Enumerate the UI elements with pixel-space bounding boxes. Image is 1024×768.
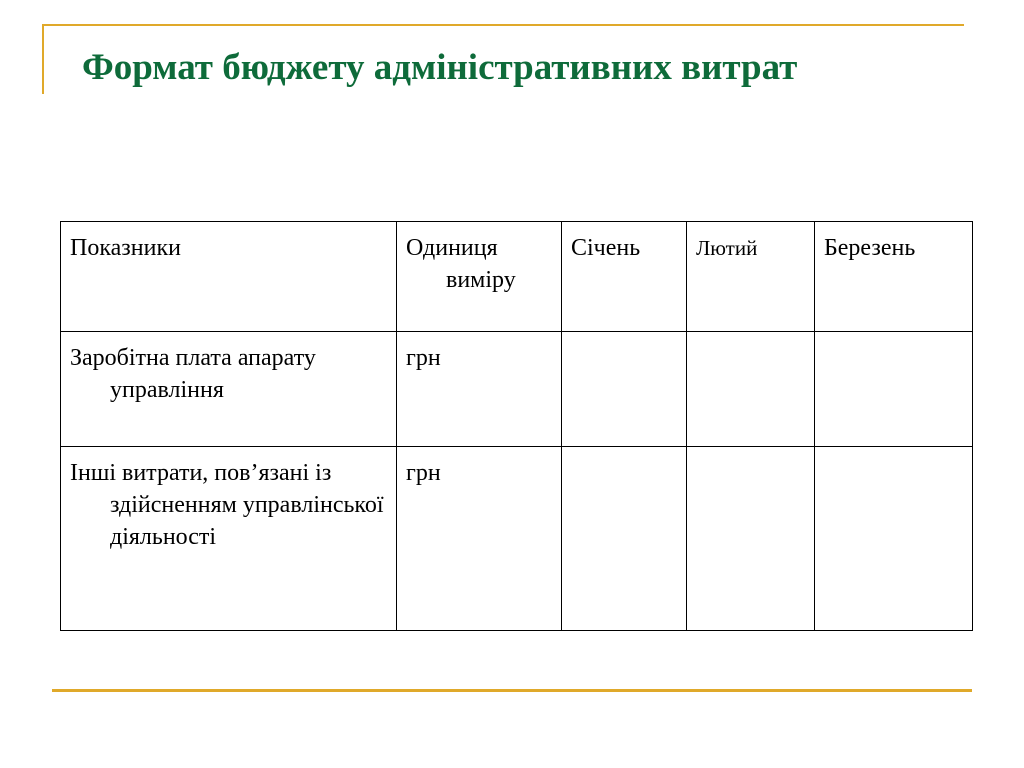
header-cell-february	[687, 222, 815, 332]
header-february-label: Лютий	[696, 236, 758, 260]
table-row	[61, 332, 973, 447]
row-unit-cell	[397, 332, 562, 447]
row-march-cell	[815, 332, 973, 447]
table-row	[61, 447, 973, 631]
page-title: Формат бюджету адміністративних витрат	[82, 47, 798, 88]
header-january-label: Січень	[571, 235, 641, 261]
row-january-cell	[562, 447, 687, 631]
row-march-cell	[815, 447, 973, 631]
row-unit-cell	[397, 447, 562, 631]
header-cell-march	[815, 222, 973, 332]
row-indicator-cell	[61, 332, 397, 447]
row-february-cell	[687, 332, 815, 447]
budget-table	[60, 221, 973, 631]
header-cell-january	[562, 222, 687, 332]
bottom-accent-line	[52, 689, 972, 692]
row-indicator-label: Інші витрати, пов’язані із здійсненням управлінської діяльності	[70, 460, 384, 550]
row-indicator-label: Заробітна плата апарату управління	[70, 345, 316, 403]
row-indicator-cell	[61, 447, 397, 631]
row-unit-label: грн	[406, 345, 441, 371]
header-cell-indicators	[61, 222, 397, 332]
header-unit-label: Одиниця виміру	[406, 235, 516, 293]
left-accent-line	[42, 24, 44, 94]
table-header-row	[61, 222, 973, 332]
row-january-cell	[562, 332, 687, 447]
top-accent-line	[42, 24, 964, 26]
header-cell-unit	[397, 222, 562, 332]
header-march-label: Березень	[824, 235, 916, 261]
row-february-cell	[687, 447, 815, 631]
row-unit-label: грн	[406, 460, 441, 486]
header-indicators-label: Показники	[70, 235, 181, 261]
